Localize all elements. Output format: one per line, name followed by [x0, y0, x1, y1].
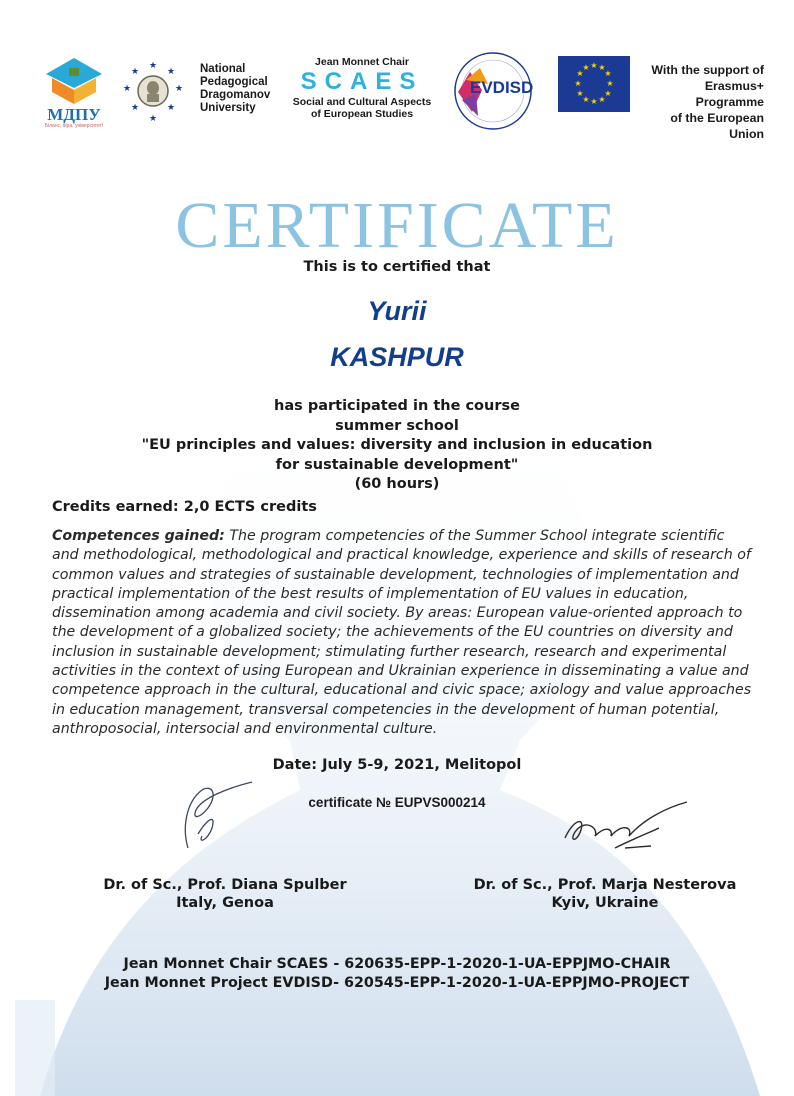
mdpu-emblem-icon: [38, 54, 110, 106]
left-signature-image: [168, 778, 258, 856]
project-codes: [0, 955, 794, 993]
recipient-last-name: KASHPUR: [330, 342, 464, 372]
svg-text:★: ★: [598, 95, 606, 104]
svg-text:★: ★: [598, 63, 606, 72]
scaes-logo: [282, 56, 442, 120]
svg-text:★: ★: [130, 102, 140, 112]
credits-earned: Credits earned: 2,0 ECTS credits: [52, 499, 317, 515]
course-info: [0, 397, 794, 495]
svg-text:★: ★: [166, 102, 176, 112]
footer-line-1: Jean Monnet Chair SCAES - 620635-EPP-1-2020-1-UA-EPPJMO-CHAIR: [123, 956, 671, 972]
svg-text:★: ★: [574, 79, 582, 88]
competences-text: The program competencies of the Summer School integrate scientific and methodological, methodological and practical knowledge, experience and skills of research of common values and strategies of sustainable development, technologies of implementation and practical implementation of the best results of implementation of EU values in education, dissemination among academia and civil society. By areas: European value-oriented approach to the development of a globalized society; the achievements of the EU countries on diversity and inclusion in sustainable development; stimulating further research, research and experimental activities in the context of using European and Ukrainian experience in disseminating a value and competence approach in the cultural, educational and civic space; axiology and value approaches in education management, transversal competencies in the development of human potential, anthroposocial, intersocial and environmental culture.: [52, 528, 752, 737]
right-signatory: [460, 877, 750, 911]
npu-emblem: [120, 58, 186, 124]
left-signatory-place: Italy, Genoa: [176, 895, 274, 911]
right-signatory-place: Kyiv, Ukraine: [551, 895, 659, 911]
svg-text:★: ★: [576, 69, 584, 78]
npu-line-4: University: [200, 102, 256, 114]
svg-text:★: ★: [166, 66, 176, 76]
support-line-2: Erasmus+ Programme: [695, 79, 764, 109]
certified-line: This is to certified that: [303, 259, 491, 275]
npu-name: [200, 63, 270, 115]
mdpu-logo-text: МДПУ: [47, 105, 101, 124]
svg-text:★: ★: [590, 61, 598, 70]
svg-text:★: ★: [604, 89, 612, 98]
left-signatory: [90, 877, 360, 911]
scaes-top-text: Jean Monnet Chair: [315, 56, 409, 68]
svg-text:★: ★: [582, 95, 590, 104]
course-line-3: "EU principles and values: diversity and inclusion in education: [141, 437, 653, 453]
certificate-title: CERTIFICATE: [175, 189, 619, 262]
svg-text:★: ★: [174, 83, 184, 93]
certificate-number: certificate № EUPVS000214: [308, 795, 486, 810]
npu-line-2: Pedagogical: [200, 76, 268, 88]
course-line-2: summer school: [335, 417, 459, 434]
svg-text:★: ★: [148, 113, 158, 123]
svg-text:★: ★: [582, 63, 590, 72]
erasmus-support: [634, 62, 764, 142]
course-line-4: for sustainable development": [275, 456, 519, 473]
right-signature-image: [555, 798, 695, 858]
competences-label: Competences gained:: [52, 528, 225, 544]
mdpu-slogan: Біланс, віра, університет!: [44, 123, 104, 129]
recipient-first-name: Yurii: [367, 296, 427, 326]
scaes-line-1: Social and Cultural Aspects: [292, 96, 432, 108]
npu-star-wreath-icon: [120, 58, 186, 124]
footer-line-2: Jean Monnet Project EVDISD- 620545-EPP-1-2020-1-UA-EPPJMO-PROJECT: [104, 975, 690, 991]
evdisd-logo: [452, 50, 534, 132]
competences-paragraph: [52, 527, 752, 739]
date-location: Date: July 5-9, 2021, Melitopol: [272, 757, 522, 773]
svg-text:★: ★: [606, 79, 614, 88]
npu-line-3: Dragomanov: [200, 89, 271, 101]
support-line-1: With the support of: [651, 63, 764, 77]
evdisd-logo-text: EVDISD: [470, 78, 534, 97]
svg-text:★: ★: [148, 60, 158, 70]
svg-text:★: ★: [590, 97, 598, 106]
svg-text:★: ★: [576, 89, 584, 98]
scaes-line-2: of European Studies: [310, 108, 414, 120]
support-line-3: of the European Union: [670, 111, 764, 141]
eu-stars-icon: [558, 56, 630, 112]
mdpu-logo: [38, 54, 110, 129]
course-line-1: has participated in the course: [274, 398, 520, 414]
svg-text:★: ★: [130, 66, 140, 76]
eu-flag: [558, 56, 630, 112]
npu-line-1: National: [200, 63, 246, 75]
scaes-logo-text: SCAES: [300, 68, 424, 95]
left-signatory-name: Dr. of Sc., Prof. Diana Spulber: [103, 877, 347, 893]
svg-text:★: ★: [604, 69, 612, 78]
right-signatory-name: Dr. of Sc., Prof. Marja Nesterova: [473, 877, 737, 893]
svg-text:★: ★: [122, 83, 132, 93]
course-line-5: (60 hours): [354, 476, 440, 492]
